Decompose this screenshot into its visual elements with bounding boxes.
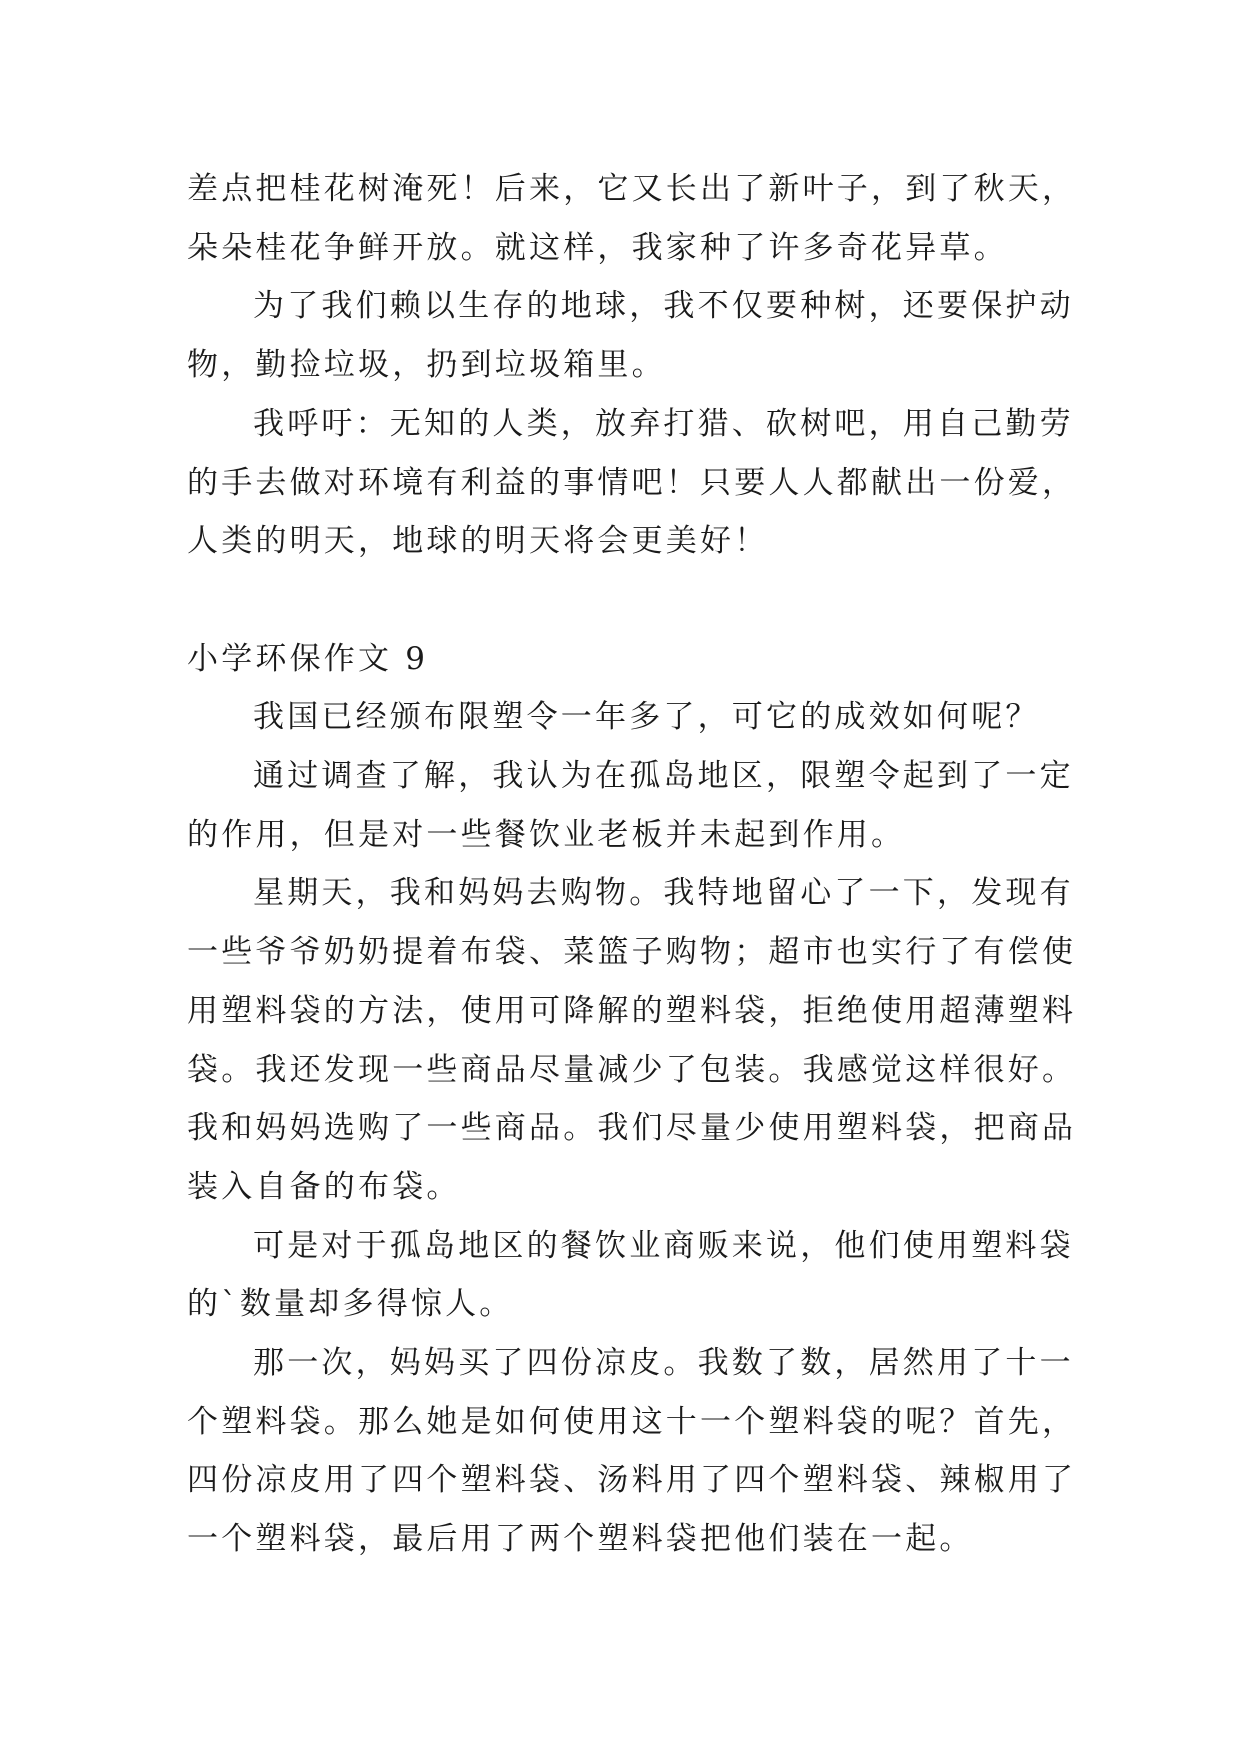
text-line: 那一次，妈妈买了四份凉皮。我数了数，居然用了十一 bbox=[253, 1345, 1074, 1382]
text-line: 的`数量却多得惊人。 bbox=[187, 1286, 514, 1323]
text-line: 装入自备的布袋。 bbox=[187, 1168, 461, 1205]
paragraph bbox=[187, 160, 1077, 277]
text-line: 朵朵桂花争鲜开放。就这样，我家种了许多奇花异草。 bbox=[187, 229, 1008, 266]
paragraph bbox=[187, 747, 1074, 864]
section-title bbox=[187, 630, 1067, 689]
section-title-text: 小学环保作文 9 bbox=[187, 640, 429, 677]
text-line: 人类的明天，地球的明天将会更美好！ bbox=[187, 523, 769, 560]
text-line: 我呼吁：无知的人类，放弃打猎、砍树吧，用自己勤劳 bbox=[253, 405, 1074, 442]
text-line: 的作用，但是对一些餐饮业老板并未起到作用。 bbox=[187, 816, 906, 853]
paragraph bbox=[187, 395, 1077, 571]
text-line: 通过调查了解，我认为在孤岛地区，限塑令起到了一定 bbox=[253, 758, 1074, 795]
text-line: 我国已经颁布限塑令一年多了，可它的成效如何呢？ bbox=[253, 699, 1040, 736]
text-line: 个塑料袋。那么她是如何使用这十一个塑料袋的呢？首先， bbox=[187, 1403, 1077, 1440]
text-line: 星期天，我和妈妈去购物。我特地留心了一下，发现有 bbox=[253, 875, 1074, 912]
section-spacer bbox=[187, 571, 1067, 630]
text-line: 我和妈妈选购了一些商品。我们尽量少使用塑料袋，把商品 bbox=[187, 1110, 1077, 1147]
paragraph bbox=[187, 277, 1074, 394]
document-body bbox=[187, 160, 1077, 1569]
paragraph bbox=[187, 864, 1077, 1216]
text-line: 袋。我还发现一些商品尽量减少了包装。我感觉这样很好。 bbox=[187, 1051, 1077, 1088]
text-line: 一个塑料袋，最后用了两个塑料袋把他们装在一起。 bbox=[187, 1521, 974, 1558]
text-line: 的手去做对环境有利益的事情吧！只要人人都献出一份爱， bbox=[187, 464, 1077, 501]
text-line: 为了我们赖以生存的地球，我不仅要种树，还要保护动 bbox=[253, 288, 1074, 325]
text-line: 物，勤捡垃圾，扔到垃圾箱里。 bbox=[187, 347, 666, 384]
paragraph bbox=[187, 1334, 1077, 1569]
text-line: 差点把桂花树淹死！后来，它又长出了新叶子，到了秋天， bbox=[187, 171, 1077, 207]
text-line: 一些爷爷奶奶提着布袋、菜篮子购物；超市也实行了有偿使 bbox=[187, 934, 1077, 971]
paragraph bbox=[187, 1217, 1074, 1334]
text-line: 四份凉皮用了四个塑料袋、汤料用了四个塑料袋、辣椒用了 bbox=[187, 1462, 1077, 1499]
paragraph bbox=[187, 688, 1067, 747]
text-line: 可是对于孤岛地区的餐饮业商贩来说，他们使用塑料袋 bbox=[253, 1227, 1074, 1264]
text-line: 用塑料袋的方法，使用可降解的塑料袋，拒绝使用超薄塑料 bbox=[187, 992, 1077, 1029]
